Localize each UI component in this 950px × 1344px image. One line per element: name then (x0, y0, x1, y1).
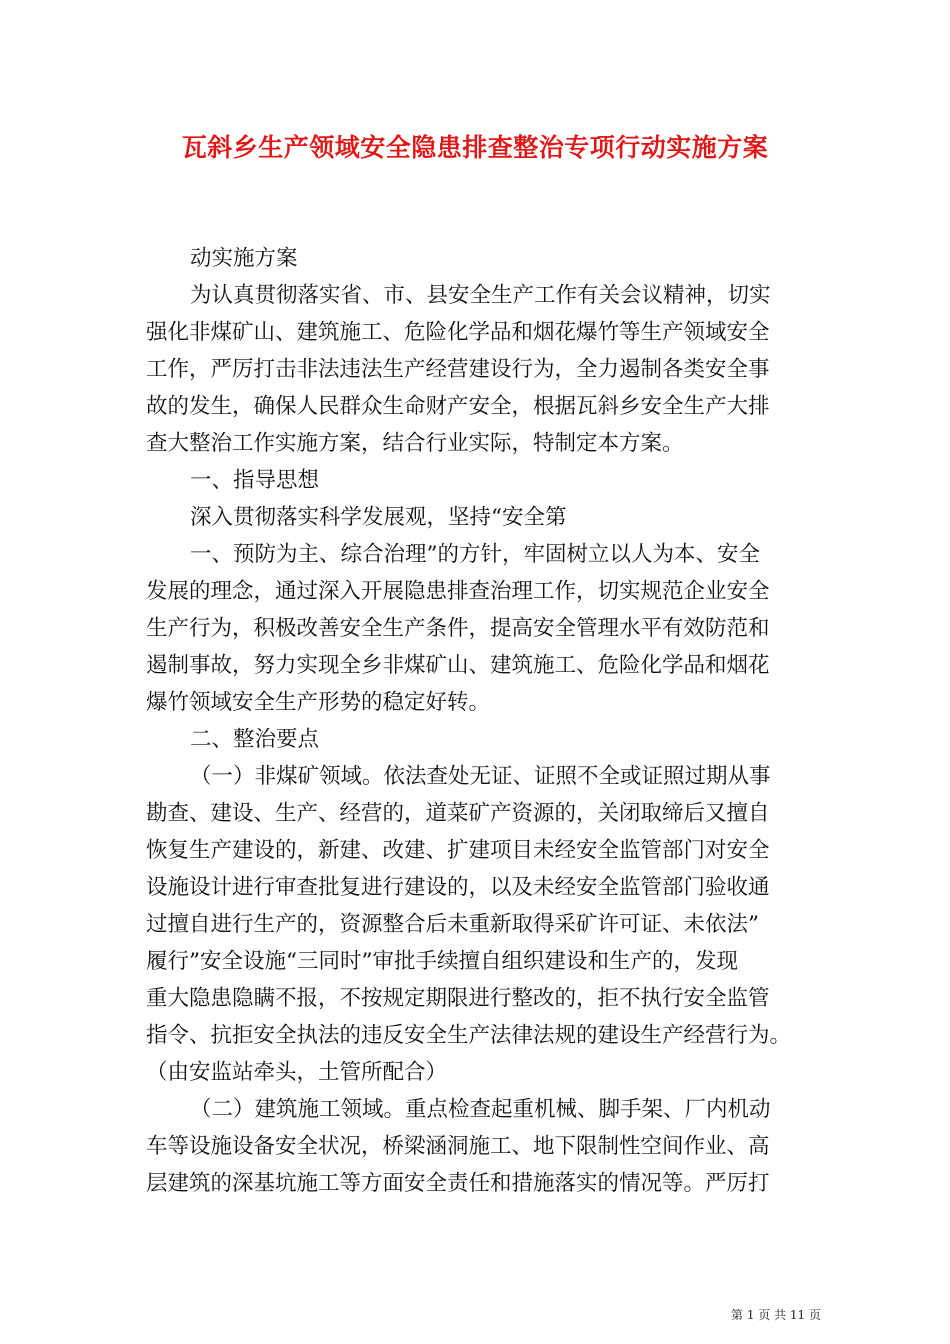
body-line: 强化非煤矿山、建筑施工、危险化学品和烟花爆竹等生产领域安全 (146, 320, 770, 345)
body-line: 一、预防为主、综合治理”的方针，牢固树立以人为本、安全 (190, 542, 760, 567)
body-line: 为认真贯彻落实省、市、县安全生产工作有关会议精神，切实 (190, 283, 771, 308)
section-heading: 一、指导思想 (190, 468, 320, 493)
body-line: 层建筑的深基坑施工等方面安全责任和措施落实的情况等。严厉打 (146, 1171, 770, 1196)
body-line: 重大隐患隐瞒不报，不按规定期限进行整改的，拒不执行安全监管 (146, 986, 770, 1011)
body-line: 车等设施设备安全状况，桥梁涵洞施工、地下限制性空间作业、高 (146, 1134, 770, 1159)
body-line: 动实施方案 (190, 246, 298, 271)
body-line: 深入贯彻落实科学发展观，坚持“安全第 (190, 505, 567, 530)
body-line: （二）建筑施工领域。重点检查起重机械、脚手架、厂内机动 (190, 1097, 771, 1122)
body-line: 指令、抗拒安全执法的违反安全生产法律法规的建设生产经营行为。 (146, 1023, 792, 1048)
body-line: 履行”安全设施“三同时”审批手续擅自组织建设和生产的，发现 (146, 949, 738, 974)
body-line: 生产行为，积极改善安全生产条件，提高安全管理水平有效防范和 (146, 616, 770, 641)
body-line: 设施设计进行审查批复进行建设的，以及未经安全监管部门验收通 (146, 875, 770, 900)
body-line: 遏制事故，努力实现全乡非煤矿山、建筑施工、危险化学品和烟花 (146, 653, 770, 678)
body-line: 工作，严厉打击非法违法生产经营建设行为，全力遏制各类安全事 (146, 357, 770, 382)
body-line: 查大整治工作实施方案，结合行业实际，特制定本方案。 (146, 431, 684, 456)
body-line: 过擅自进行生产的，资源整合后未重新取得采矿许可证、未依法” (146, 912, 759, 937)
body-line: 故的发生，确保人民群众生命财产安全，根据瓦斜乡安全生产大排 (146, 394, 770, 419)
body-line: （一）非煤矿领域。依法查处无证、证照不全或证照过期从事 (190, 764, 771, 789)
document-title: 瓦斜乡生产领域安全隐患排查整治专项行动实施方案 (181, 133, 769, 162)
body-line: 发展的理念，通过深入开展隐患排查治理工作，切实规范企业安全 (146, 579, 770, 604)
page-number: 第 1 页 共 11 页 (731, 1308, 821, 1322)
section-heading: 二、整治要点 (190, 727, 320, 752)
body-line: （由安监站牵头，土管所配合） (146, 1060, 448, 1085)
body-line: 恢复生产建设的，新建、改建、扩建项目未经安全监管部门对安全 (146, 838, 770, 863)
body-line: 爆竹领域安全生产形势的稳定好转。 (146, 690, 491, 715)
body-line: 勘查、建设、生产、经营的，道菜矿产资源的，关闭取缔后又擅自 (146, 801, 770, 826)
